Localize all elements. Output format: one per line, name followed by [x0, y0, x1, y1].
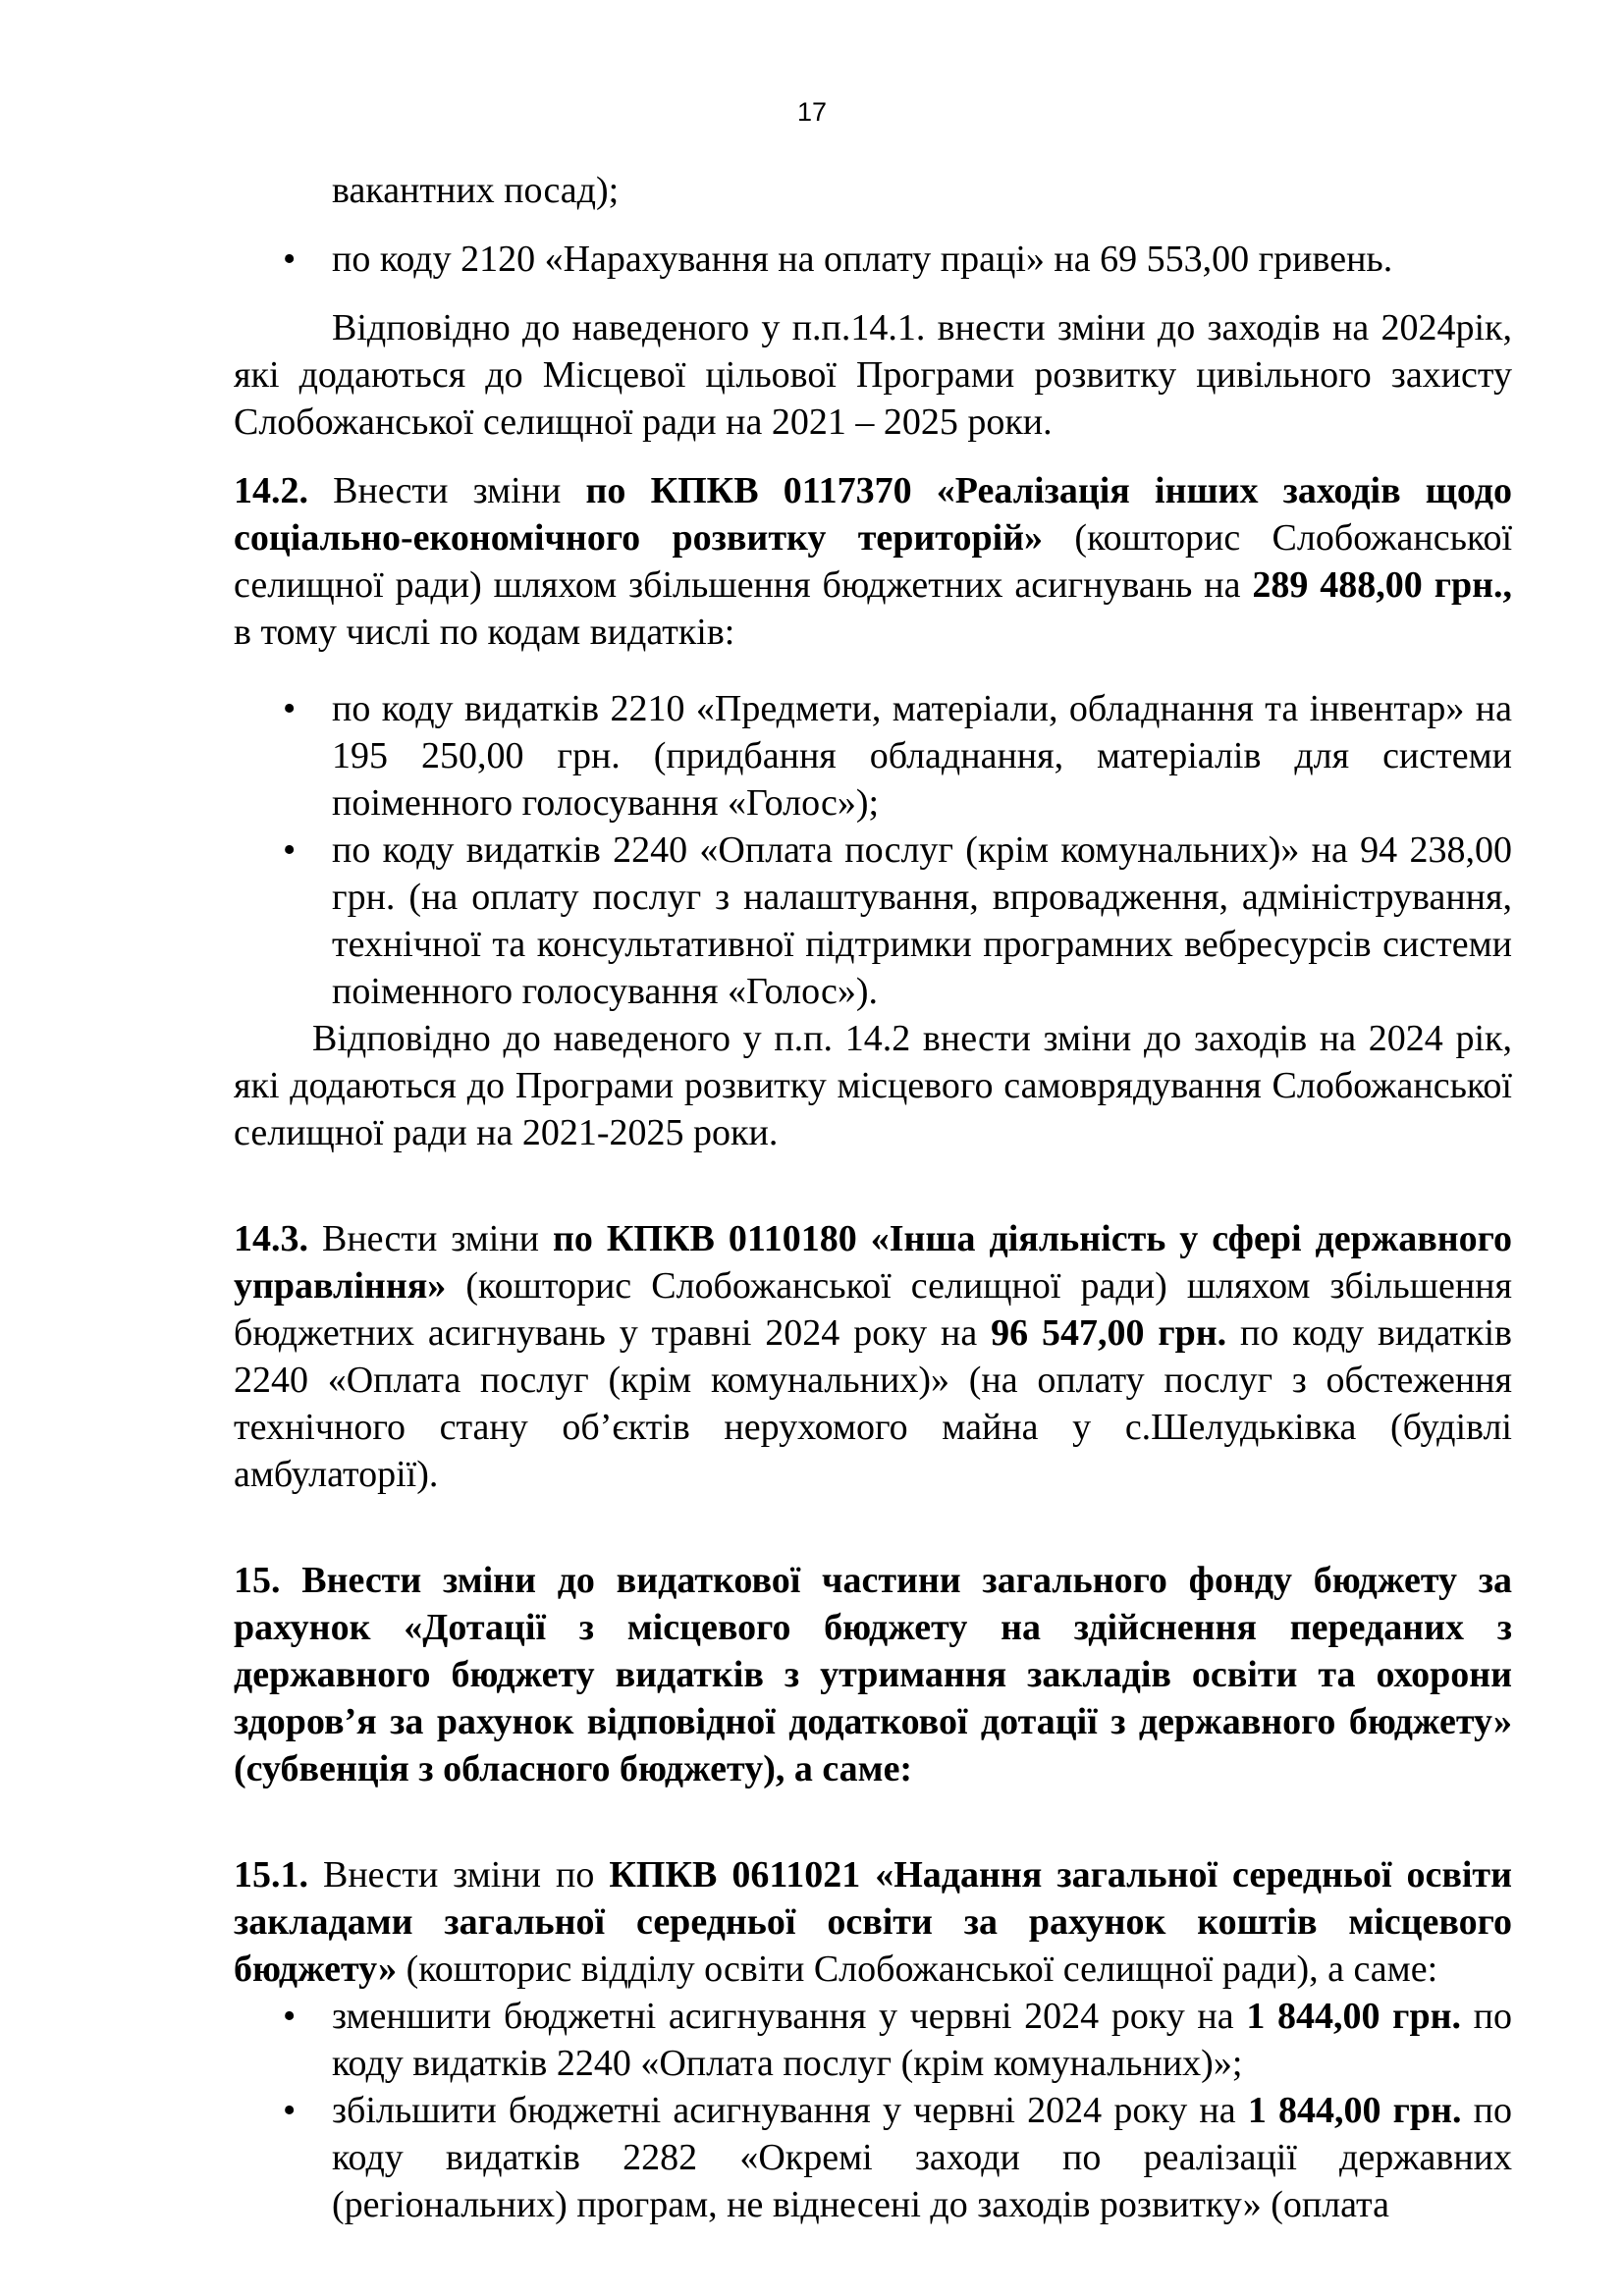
text: Внести зміни [308, 470, 586, 511]
continued-text: вакантних посад); [332, 170, 620, 211]
bullet-icon: • [283, 829, 297, 871]
text: Внести зміни [308, 1218, 553, 1259]
section-14-3 [234, 1215, 1512, 1498]
amount: 1 844,00 грн. [1246, 1996, 1461, 2037]
list-item [234, 685, 1512, 827]
heading-text: 15. Внести зміни до видаткової частини загального фонду бюджету за рахунок «Дотації з місцевого бюджету на здійснення переданих з державного бюджету видатків з утримання закладів освіти та охорони здоров’я за рахунок відповідної додаткової дотації з державного бюджету» (субвенція з обласного бюджету), а саме: [234, 1560, 1512, 1789]
list-item [234, 1993, 1512, 2087]
bullet-list-2120 [234, 236, 1512, 283]
text: (кошторис відділу освіти Слобожанської селищної ради), а саме: [397, 1949, 1438, 1990]
list-item [234, 827, 1512, 1015]
text: Внести зміни по [308, 1854, 610, 1896]
text: зменшити бюджетні асигнування у червні 2024 року на [332, 1996, 1247, 2037]
bullet-list-14-2 [234, 685, 1512, 1015]
bullet-icon: • [283, 688, 297, 729]
text: по коду видатків 2282 «Окремі заходи по реалізації державних (регіональних) програм, не віднесені до заходів розвитку» (оплата [332, 2090, 1512, 2225]
list-item-text: по коду видатків 2210 «Предмети, матеріали, обладнання та інвентар» на 195 250,00 грн. (придбання обладнання, матеріалів для системи поіменного голосування «Голос»); [332, 688, 1512, 824]
list-item-text: по коду 2120 «Нарахування на оплату праці» на 69 553,00 гривень. [332, 239, 1393, 280]
bullet-icon: • [283, 239, 297, 280]
text: в тому числі по кодам видатків: [234, 612, 735, 653]
section-number: 14.2. [234, 470, 308, 511]
list-item-text: по коду видатків 2240 «Оплата послуг (крім комунальних)» на 94 238,00 грн. (на оплату послуг з налаштування, впровадження, адміністрування, технічної та консультативної підтримки програмних вебресурсів системи поіменного голосування «Голос»). [332, 829, 1512, 1012]
page-number: 17 [796, 97, 828, 127]
paragraph-14-1-note: Відповідно до наведеного у п.п.14.1. внести зміни до заходів на 2024рік, які додаються до Місцевої цільової Програми розвитку цивільного захисту Слобожанської селищної ради на 2021 – 2025 роки. [234, 307, 1512, 443]
section-14-2 [234, 467, 1512, 656]
section-number: 15.1. [234, 1854, 308, 1896]
document-body [234, 167, 1512, 2228]
section-15-heading [234, 1557, 1512, 1792]
bullet-icon: • [283, 1996, 297, 2037]
bullet-icon: • [283, 2090, 297, 2131]
amount: 1 844,00 грн. [1247, 2090, 1462, 2131]
bold-text: по КПКВ 0110180 «Інша діяльність у сфері державного управління» [234, 1218, 1512, 1307]
section-15-1 [234, 1851, 1512, 1993]
list-item [234, 236, 1512, 283]
list-item [234, 2087, 1512, 2228]
text: (кошторис Слобожанської селищної ради) шляхом збільшення бюджетних асигнувань на [234, 517, 1512, 606]
text: (кошторис Слобожанської селищної ради) шляхом збільшення бюджетних асигнувань у травні 2024 року на [234, 1265, 1512, 1354]
amount: 96 547,00 грн. [991, 1312, 1227, 1354]
text: збільшити бюджетні асигнування у червні 2024 року на [332, 2090, 1248, 2131]
bold-text: КПКВ 0611021 «Надання загальної середньої освіти закладами загальної середньої освіти за рахунок коштів місцевого бюджету» [234, 1854, 1512, 1990]
paragraph-14-2-note: Відповідно до наведеного у п.п. 14.2 внести зміни до заходів на 2024 рік, які додаються до Програми розвитку місцевого самоврядування Слобожанської селищної ради на 2021-2025 роки. [234, 1018, 1512, 1153]
amount: 289 488,00 грн., [1252, 564, 1512, 606]
text: по коду видатків 2240 «Оплата послуг (крім комунальних)»; [332, 1996, 1512, 2084]
bold-text: по КПКВ 0117370 «Реалізація інших заходів щодо соціально-економічного розвитку територій» [234, 470, 1512, 559]
section-number: 14.3. [234, 1218, 308, 1259]
text: по коду видатків 2240 «Оплата послуг (крім комунальних)» (на оплату послуг з обстеження технічного стану об’єктів нерухомого майна у с.Шелудьківка (будівлі амбулаторії). [234, 1312, 1513, 1495]
bullet-list-15-1 [234, 1993, 1512, 2228]
